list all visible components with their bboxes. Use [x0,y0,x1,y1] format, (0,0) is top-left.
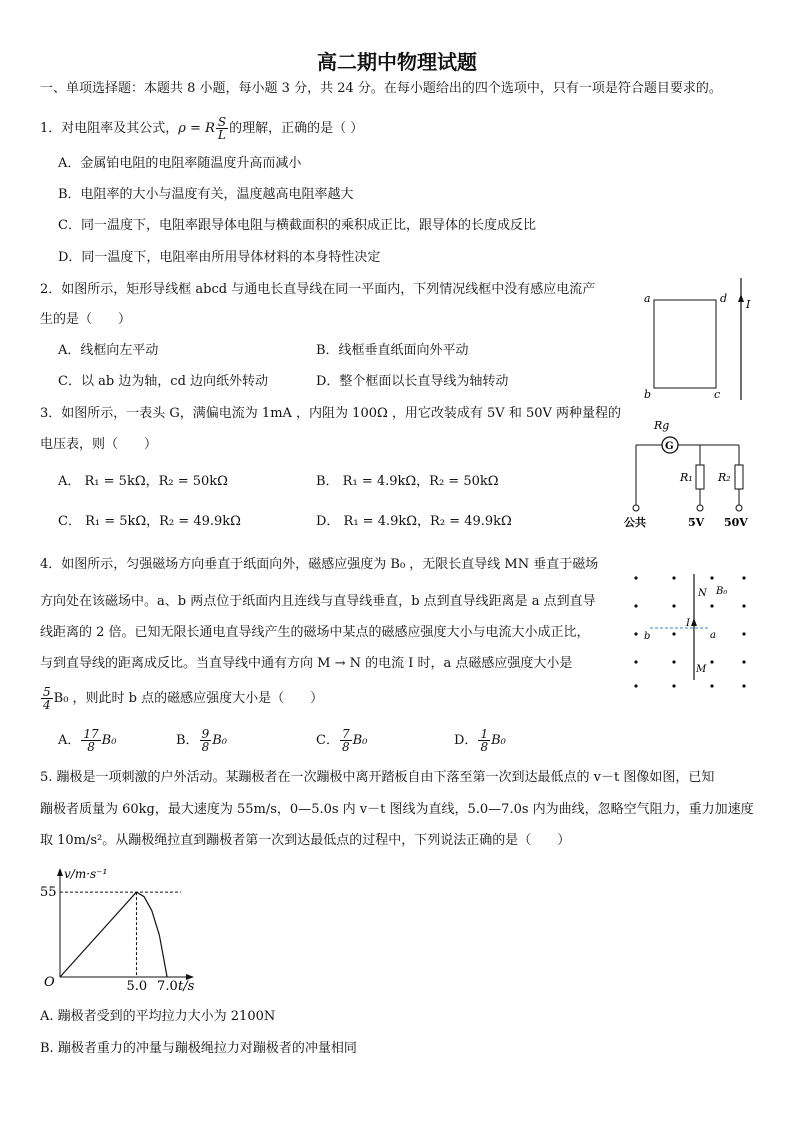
q3-terminal-common [633,505,639,511]
q4-coef-fraction [41,686,53,711]
q3-option-c: C． R₁ = 5kΩ，R₂ = 49.9kΩ [58,514,241,529]
y-axis-arrow [57,868,63,876]
q3-label-r1: R₁ [680,471,693,484]
q4-label-b0: B₀ [716,586,728,597]
q4-option-c-label: C． [316,733,339,748]
q4-coef-num: 5 [43,685,51,699]
q4-option-a-fraction [81,728,100,753]
q2-option-b: B．线框垂直纸面向外平动 [316,343,469,358]
q4-option-b-den: 8 [201,740,210,754]
q2-label-b: b [644,388,652,401]
field-dot [634,632,637,635]
q2-label-c: c [714,388,721,401]
q3-label-rg: Rg [654,419,670,432]
q4-line-3: 线距离的 2 倍。已知无限长通电直导线产生的磁场中某点的磁感应强度大小与电流大小成正比， [40,625,590,640]
field-dot [672,660,675,663]
q4-label-b: b [644,631,651,642]
q4-line-4: 与到直导线的距离成反比。当直导线中通有方向 M → N 的电流 I 时，a 点磁感应强度大小是 [40,656,573,671]
page-title: 高二期中物理试题 [317,50,477,74]
q4-coef-den: 4 [43,698,51,712]
q4-option-d-unit: B₀ [491,733,506,748]
q1-stem [40,116,363,141]
q3-stem-2: 电压表，则（ ） [40,437,158,452]
q3-terminal-5v [697,505,703,511]
q2-current-arrow [738,294,744,302]
x-axis-label: t/s [178,979,195,994]
q1-option-b: B．电阻率的大小与温度有关，温度越高电阻率越大 [58,187,354,202]
q1-option-d: D．同一温度下，电阻率由所用导体材料的本身特性决定 [58,250,381,265]
q4-option-a [58,728,116,753]
q5-option-b: B. 蹦极者重力的冲量与蹦极绳拉力对蹦极者的冲量相同 [40,1041,357,1056]
q5-line-3: 取 10m/s²。从蹦极绳拉直到蹦极者第一次到达最低点的过程中，下列说法正确的是（ ） [40,833,571,848]
q3-label-g: G [665,441,674,452]
q4-option-d-den: 8 [480,740,489,754]
q4-figure [626,568,766,692]
q4-option-d-label: D． [454,733,478,748]
q2-label-a: a [644,292,651,305]
series-linear-line [60,892,136,977]
q4-option-d [454,728,506,753]
q2-option-c: C．以 ab 边为轴，cd 边向纸外转动 [58,374,269,389]
field-dot [634,660,637,663]
field-dot [742,632,745,635]
q4-option-d-fraction [478,728,490,753]
q5-vt-chart [40,862,210,1000]
q2-option-d: D．整个框面以长直导线为轴转动 [316,374,509,389]
field-dot [710,660,713,663]
q3-label-50v: 50V [724,516,748,529]
q1-option-c: C．同一温度下，电阻率跟导体电阻与横截面积的乘积成正比，跟导体的长度成反比 [58,218,536,233]
q1-frac-num: S [217,115,227,129]
field-dot [742,576,745,579]
q4-option-d-num: 1 [480,727,489,741]
q2-figure [636,270,766,405]
q4-option-c-fraction [340,728,352,753]
q4-option-b-fraction [200,728,212,753]
q4-option-a-label: A． [58,733,81,748]
q4-line-2: 方向处在该磁场中。a、b 两点位于纸面内且连线与直导线垂直，b 点到直导线距离是 a 点到直导 [40,594,596,609]
q4-option-c-num: 7 [341,727,350,741]
x-tick-label: 7.0 [157,979,178,994]
q3-resistor-r2 [735,465,743,489]
q1-option-a: A．金属铂电阻的电阻率随温度升高而减小 [58,156,302,171]
field-dot [742,604,745,607]
series-curve-line [137,892,168,977]
field-dot [672,576,675,579]
q2-stem-2: 生的是（ ） [40,312,132,327]
q3-figure [618,415,778,533]
y-tick-label: 55 [40,885,57,901]
q2-option-a: A．线框向左平动 [58,343,159,358]
q4-label-m: M [696,664,707,675]
q4-option-b-unit: B₀ [212,733,227,748]
q4-line-1: 4．如图所示，匀强磁场方向垂直于纸面向外，磁感应强度为 B₀ ，无限长直导线 MN 垂直于磁场 [40,557,599,572]
section-header: 一、单项选择题：本题共 8 小题，每小题 3 分，共 24 分。在每小题给出的四个选项中，只有一项是符合题目要求的。 [40,81,722,96]
q2-label-d: d [720,292,728,305]
field-dot [634,684,637,687]
q4-line-5-post: B₀ ，则此时 b 点的磁感应强度大小是（ ） [53,691,324,706]
q3-terminal-50v [736,505,742,511]
q1-stem-post: 的理解，正确的是（ ） [229,121,364,136]
origin-label: O [44,975,55,990]
q1-frac-den: L [218,128,226,142]
q4-option-b-num: 9 [201,727,210,741]
field-dot [742,684,745,687]
field-dot [634,604,637,607]
field-dot [710,576,713,579]
field-dot [672,632,675,635]
q4-line-5 [40,686,323,711]
q2-frame [654,300,716,388]
q4-option-c-den: 8 [341,740,350,754]
q1-formula: ρ = R [178,121,215,136]
q3-label-r2: R₂ [718,471,731,484]
field-dot [672,604,675,607]
q3-label-common: 公共 [624,516,646,529]
q1-fraction [216,116,228,141]
q3-label-5v: 5V [688,516,705,529]
q5-option-a: A. 蹦极者受到的平均拉力大小为 2100N [40,1009,276,1024]
x-tick-label: 5.0 [126,979,148,994]
q5-line-1: 5. 蹦极是一项刺激的户外活动。某蹦极者在一次蹦极中离开踏板自由下落至第一次到达最低点的 v－t 图像如图，已知 [40,770,715,785]
y-axis-label: v/m·s⁻¹ [64,867,108,881]
q1-stem-pre: 1．对电阻率及其公式， [40,121,179,136]
field-dot [634,576,637,579]
q3-option-b: B． R₁ = 4.9kΩ，R₂ = 50kΩ [316,474,499,489]
q4-field-dots [634,576,745,687]
q4-option-b-label: B． [176,733,199,748]
q4-label-n: N [698,588,707,599]
q2-label-i: I [746,298,751,311]
q3-option-d: D． R₁ = 4.9kΩ，R₂ = 49.9kΩ [316,514,512,529]
q4-option-c-unit: B₀ [352,733,368,748]
q4-option-c [316,728,367,753]
q4-option-a-num: 17 [83,727,99,741]
field-dot [672,684,675,687]
q4-option-a-unit: B₀ [101,733,117,748]
q4-label-i: I [686,618,690,629]
q4-option-b [176,728,227,753]
q4-label-a: a [710,630,716,641]
q2-stem-1: 2．如图所示，矩形导线框 abcd 与通电长直导线在同一平面内，下列情况线框中没有感应电流产 [40,282,596,297]
q5-line-2: 蹦极者质量为 60kg，最大速度为 55m/s，0—5.0s 内 v－t 图线为直线，5.0—7.0s 内为曲线，忽略空气阻力，重力加速度 [40,802,754,817]
field-dot [742,660,745,663]
q4-option-a-den: 8 [87,740,95,754]
q3-stem-1: 3．如图所示，一表头 G，满偏电流为 1mA ，内阻为 100Ω ，用它改装成有 5V 和 50V 两种量程的 [40,406,622,421]
q3-option-a: A． R₁ = 5kΩ，R₂ = 50kΩ [58,474,228,489]
q3-resistor-r1 [696,465,704,489]
field-dot [710,604,713,607]
q4-current-arrow [691,618,697,626]
field-dot [710,684,713,687]
